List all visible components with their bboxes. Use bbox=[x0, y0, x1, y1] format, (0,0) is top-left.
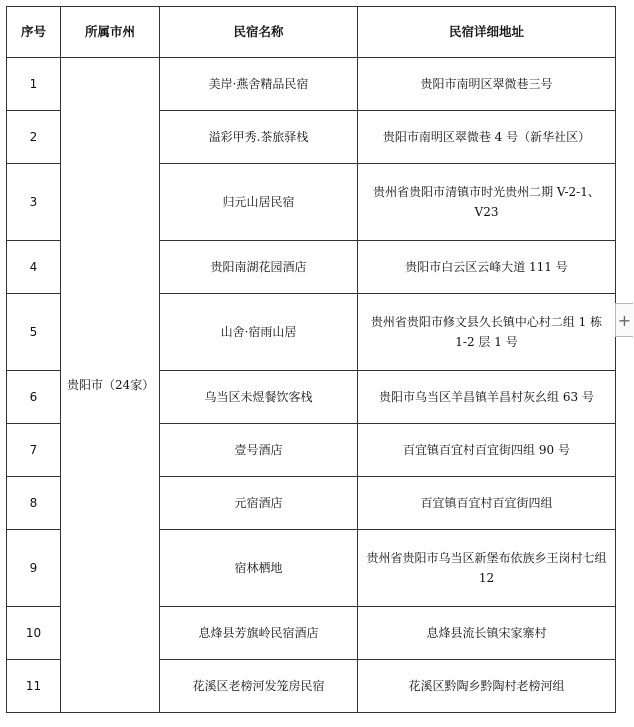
name-cell: 美岸·燕舍精品民宿 bbox=[160, 58, 358, 111]
address-cell: 百宜镇百宜村百宜街四组 bbox=[358, 477, 616, 530]
address-cell: 花溪区黔陶乡黔陶村老榜河组 bbox=[358, 660, 616, 713]
name-cell: 溢彩甲秀.茶旅驿栈 bbox=[160, 111, 358, 164]
address-cell: 贵阳市乌当区羊昌镇羊昌村灰幺组 63 号 bbox=[358, 371, 616, 424]
seq-cell: 10 bbox=[7, 607, 61, 660]
address-cell: 贵州省贵阳市清镇市时光贵州二期 V-2-1、V23 bbox=[358, 164, 616, 241]
add-row-button[interactable]: + bbox=[615, 303, 633, 337]
address-cell: 贵阳市南明区翠微巷三号 bbox=[358, 58, 616, 111]
name-cell: 花溪区老榜河发笼房民宿 bbox=[160, 660, 358, 713]
address-cell: 贵州省贵阳市修文县久长镇中心村二组 1 栋 1-2 层 1 号 bbox=[358, 294, 616, 371]
seq-cell: 2 bbox=[7, 111, 61, 164]
name-cell: 宿林栖地 bbox=[160, 530, 358, 607]
seq-cell: 1 bbox=[7, 58, 61, 111]
name-cell: 贵阳南湖花园酒店 bbox=[160, 241, 358, 294]
seq-cell: 5 bbox=[7, 294, 61, 371]
name-cell: 山舍·宿雨山居 bbox=[160, 294, 358, 371]
seq-cell: 3 bbox=[7, 164, 61, 241]
seq-cell: 11 bbox=[7, 660, 61, 713]
seq-cell: 6 bbox=[7, 371, 61, 424]
address-cell: 贵阳市白云区云峰大道 111 号 bbox=[358, 241, 616, 294]
name-cell: 归元山居民宿 bbox=[160, 164, 358, 241]
seq-cell: 9 bbox=[7, 530, 61, 607]
name-cell: 壹号酒店 bbox=[160, 424, 358, 477]
name-cell: 息烽县芳旗岭民宿酒店 bbox=[160, 607, 358, 660]
address-cell: 贵州省贵阳市乌当区新堡布依族乡王岗村七组 12 bbox=[358, 530, 616, 607]
name-cell: 乌当区未煜餐饮客栈 bbox=[160, 371, 358, 424]
header-address: 民宿详细地址 bbox=[358, 7, 616, 58]
seq-cell: 8 bbox=[7, 477, 61, 530]
name-cell: 元宿酒店 bbox=[160, 477, 358, 530]
address-cell: 百宜镇百宜村百宜街四组 90 号 bbox=[358, 424, 616, 477]
seq-cell: 4 bbox=[7, 241, 61, 294]
header-seq: 序号 bbox=[7, 7, 61, 58]
homestay-table bbox=[6, 6, 616, 713]
seq-cell: 7 bbox=[7, 424, 61, 477]
header-row bbox=[7, 7, 616, 58]
header-city: 所属市州 bbox=[61, 7, 160, 58]
table-row bbox=[7, 58, 616, 111]
city-group-cell: 贵阳市（24家） bbox=[61, 58, 160, 713]
address-cell: 贵阳市南明区翠微巷 4 号（新华社区） bbox=[358, 111, 616, 164]
header-name: 民宿名称 bbox=[160, 7, 358, 58]
address-cell: 息烽县流长镇宋家寨村 bbox=[358, 607, 616, 660]
